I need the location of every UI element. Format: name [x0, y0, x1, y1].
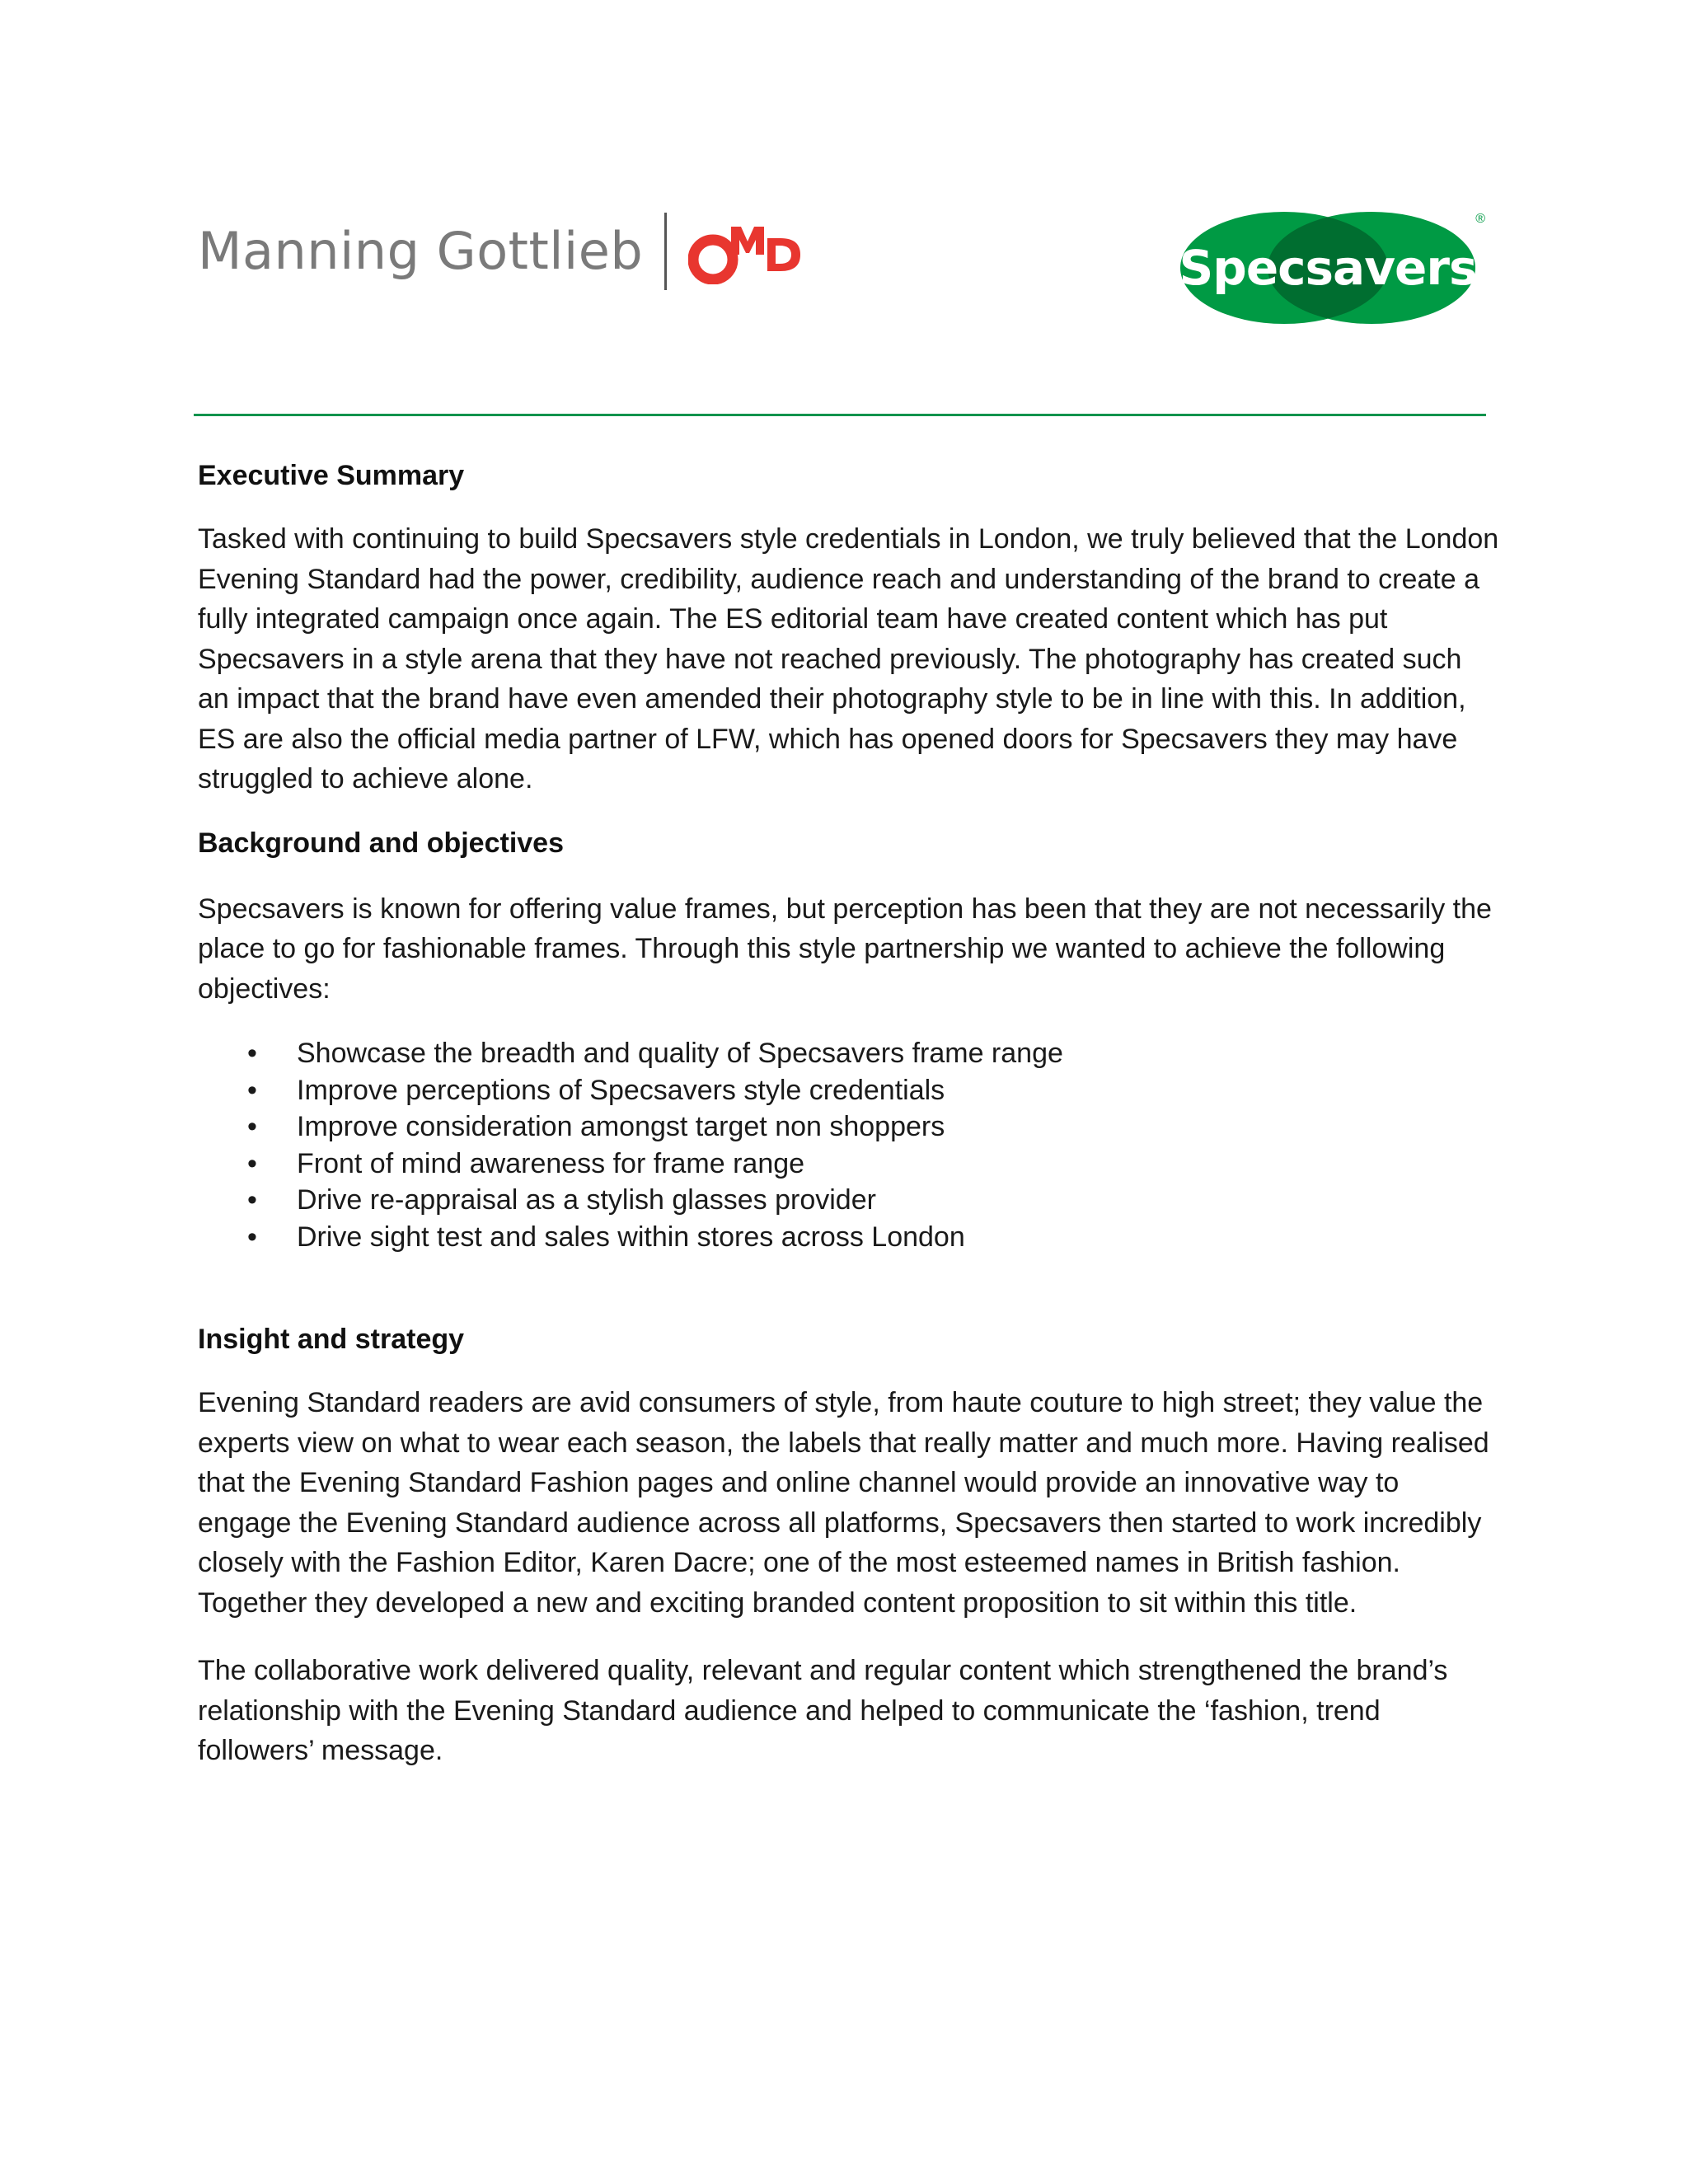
document-body: [198, 457, 1500, 1771]
specsavers-wordmark: Specsavers: [1179, 240, 1477, 296]
manning-gottlieb-omd-logo: [198, 210, 802, 293]
manning-gottlieb-wordmark: Manning Gottlieb: [198, 221, 644, 281]
objectives-list: [198, 1035, 1500, 1255]
executive-summary-heading: Executive Summary: [198, 460, 465, 491]
logo-divider: [664, 213, 667, 290]
list-item: • Drive sight test and sales within stores across London: [198, 1219, 1500, 1256]
insight-heading: Insight and strategy: [198, 1324, 465, 1355]
background-paragraph: Specsavers is known for offering value frames, but perception has been that they are not necessarily the place to go for fashionable frames. Through this style partnership we wanted to achieve the following objectives:: [198, 893, 1492, 1005]
registered-mark: ®: [1475, 212, 1485, 226]
insight-paragraph-1: Evening Standard readers are avid consumers of style, from haute couture to high street; they value the experts view on what to wear each season, the labels that really matter and much more. Having realised that the Evening Standard Fashion pages and online channel would provide an innovative way to engage the Evening Standard audience across all platforms, Specsavers then started to work incredibly closely with the Fashion Editor, Karen Dacre; one of the most esteemed names in British fashion. Together they developed a new and exciting branded content proposition to sit within this title.: [198, 1387, 1489, 1619]
bullet-icon: •: [247, 1038, 257, 1069]
list-item: • Improve consideration amongst target non shoppers: [198, 1108, 1500, 1146]
bullet-icon: •: [247, 1111, 257, 1142]
bullet-icon: •: [247, 1221, 257, 1253]
bullet-icon: •: [247, 1074, 257, 1106]
bullet-icon: •: [247, 1147, 257, 1179]
header-divider-rule: [194, 414, 1486, 416]
list-item: • Front of mind awareness for frame range: [198, 1146, 1500, 1183]
specsavers-logo: [1180, 208, 1485, 328]
list-item: • Improve perceptions of Specsavers style credentials: [198, 1072, 1500, 1109]
executive-summary-paragraph: Tasked with continuing to build Specsavers style credentials in London, we truly believed that the London Evening Standard had the power, credibility, audience reach and understanding of the brand to create a fully integrated campaign once again. The ES editorial team have created content which has put Specsavers in a style arena that they have not reached previously. The photography has created such an impact that the brand have even amended their photography style to be in line with this. In addition, ES are also the official media partner of LFW, which has opened doors for Specsavers they may have struggled to achieve alone.: [198, 523, 1499, 794]
list-item: • Showcase the breadth and quality of Specsavers frame range: [198, 1035, 1500, 1072]
omd-logo-icon: [688, 218, 802, 284]
background-heading: Background and objectives: [198, 827, 564, 859]
bullet-icon: •: [247, 1184, 257, 1216]
insight-paragraph-2: The collaborative work delivered quality, relevant and regular content which strengthened the brand’s relationship with the Evening Standard audience and helped to communicate the ‘fashion, trend followers’ message.: [198, 1655, 1448, 1766]
list-item: • Drive re-appraisal as a stylish glasses provider: [198, 1182, 1500, 1219]
